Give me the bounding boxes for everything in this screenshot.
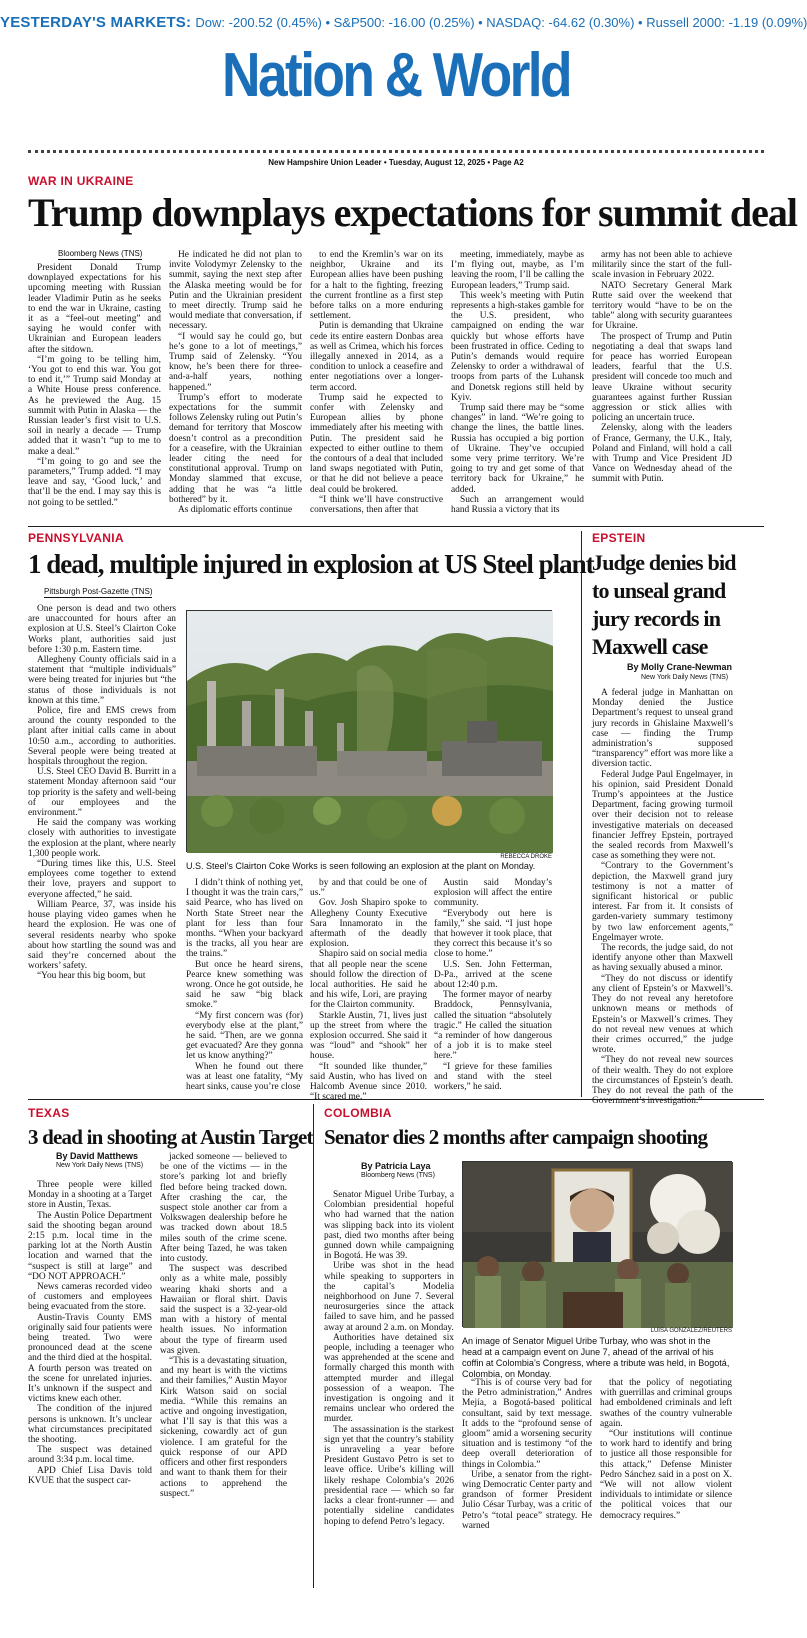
paragraph: As diplomatic efforts continue	[178, 505, 293, 516]
pennsylvania-column-4	[434, 878, 552, 1094]
paragraph: Zelensky, along with the leaders of France, Germany, the U.K., Italy, Poland and Finland, will hold a call with Trump and Vice President JD Vance on Wednesday ahead of the summit with Putin.	[592, 423, 732, 485]
paragraph: “Contrary to the Government’s depiction, the Maxwell grand jury testimony is not a matter of significant historical or public interest. Far from it. It consists of garden-variety summary testimony by two law enforcement agents,” Engelmayer wrote.	[592, 861, 733, 943]
paragraph: Trump said he expected to confer with Zelensky and European allies by phone immediately after his meeting with Putin. The president said he expected to either outline to them the contours of a deal that included land swaps negotiated with Putin, or that he did not believe a peace deal could be brokered.	[310, 392, 443, 495]
texas-headline: 3 dead in shooting at Austin Target	[28, 1125, 313, 1149]
paragraph: “This is of course very bad for the Petro administration,” Andres Mejía, a Bogotá-based political consultant, said by text message. It adds to the “profound sense of gloom” amid a worsening security situation and is testimony “of the deep overall deterioration of things in Colombia.”	[462, 1378, 592, 1470]
column-divider	[581, 531, 582, 1097]
paragraph: News cameras recorded video of customers and employees being evacuated from the store.	[28, 1282, 152, 1313]
paragraph: The condition of the injured persons is unknown. It’s unclear what circumstances precipitated the shooting.	[28, 1404, 152, 1446]
pennsylvania-kicker: PENNSYLVANIA	[28, 531, 124, 545]
paragraph: William Pearce, 37, was inside his house playing video games when he heard the explosion. He was one of several residents nearby who spoke about how startling the sound was and said they’re concerned about the workers’ safety.	[28, 899, 176, 972]
colombia-kicker: COLOMBIA	[324, 1106, 392, 1120]
paragraph: Austin said Monday’s explosion will affect the entire community.	[434, 878, 552, 909]
paragraph: Such an arrangement would hand Russia a victory that its	[451, 494, 584, 516]
paragraph: “You hear this big boom, but	[37, 971, 146, 982]
paragraph: Putin is demanding that Ukraine cede its entire eastern Donbas area as well as Crimea, which his forces illegally annexed in 2014, as a condition to unlock a ceasefire and enter negotiations over a longer-term accord.	[310, 321, 443, 393]
paragraph: Three people were killed Monday in a shooting at a Target store in Austin, Texas.	[28, 1180, 152, 1211]
pennsylvania-column-3	[310, 878, 427, 1103]
ukraine-column-5	[592, 250, 732, 523]
ukraine-kicker: WAR IN UKRAINE	[28, 174, 134, 188]
epstein-column	[592, 688, 733, 1107]
section-divider-2	[28, 1099, 764, 1100]
paragraph: U.S. Sen. John Fetterman, D-Pa., arrived at the scene about 12:40 p.m.	[434, 959, 552, 991]
pennsylvania-byline: Pittsburgh Post-Gazette (TNS)	[44, 587, 153, 596]
paragraph: He said the company was working closely with authorities to investigate the explosion at the plant, where nearly 1,300 people work.	[28, 818, 176, 859]
paragraph: The assassination is the starkest sign yet that the country’s stability is unraveling a year before President Gustavo Petro is set to leave office. Uribe’s killing will likely reshape Colombia’s 2026 presidential race — which so far lacks a clear front-runner — and potentially sideline candidates hoping to defend Petro’s legacy.	[324, 1424, 454, 1527]
colombia-column-3	[600, 1378, 732, 1588]
paragraph: Uribe, a senator from the right-wing Democratic Center party and grandson of former President Julio César Turbay, was a critic of Petro’s “total peace” strategy. He warned	[462, 1469, 592, 1531]
paragraph: by and that could be one of us.”	[310, 878, 427, 899]
texas-column-1	[28, 1180, 152, 1588]
texas-column-2	[160, 1152, 287, 1588]
colombia-byline: By Patricia Laya	[361, 1161, 431, 1171]
paragraph: Authorities have detained six people, including a teenager who was apprehended at the scene and formally charged this month with attempted murder and illegal possession of a weapon. The investigation is ongoing and it remains unclear who ordered the murder.	[324, 1332, 454, 1425]
paragraph: I didn’t think of nothing yet, I thought it was the train cars,” said Pearce, who has lived on North State Street near the plant for less than four months. “When your backyard is the tracks, all you hear are the trains.”	[186, 878, 303, 960]
markets-values: Dow: -200.52 (0.45%) • S&P500: -16.00 (0.25%) • NASDAQ: -64.62 (0.30%) • Russell 2000: -1.19 (0.09%)	[195, 15, 807, 30]
paragraph: Trump’s effort to moderate expectations for the summit follows Zelensky ruling out Putin’s demand for territory that Moscow doesn’t control as a precondition for a ceasefire, with the Ukrainian leader citing the need for constitutional approval. Trump on Monday slammed that excuse, adding that he was “a little bothered” by it.	[169, 392, 302, 505]
paragraph: “I’m going to be telling him, ‘You got to end this war. You got to end it,’” Trump said Monday at a White House press conference. As he previewed the Aug. 15 summit with Putin in Alaska — the Russian leader’s first visit to U.S. soil in nearly a decade — Trump added that it wasn’t “up to me to make a deal.”	[28, 354, 161, 457]
paragraph: “They do not reveal new sources of their wealth. They do not explore the circumstances of Epstein’s death. They do not reveal the path of the Government’s investigation.”	[592, 1055, 733, 1107]
paragraph: “Our institutions will continue to work hard to identify and bring to justice all those responsible for this attack,” Defense Minister Pedro Sánchez said in a post on X. “We will not allow violent individuals to intimidate or silence the political voices that our democracy requires.”	[600, 1429, 732, 1521]
texas-byline-source: New York Daily News (TNS)	[56, 1162, 144, 1169]
paragraph: Austin-Travis County EMS originally said four patients were being treated. Two were pronounced dead at the scene and the third died at the hospital. A fourth person was treated on the scene for unrelated injuries. It’s unknown if the suspect and victims knew each other.	[28, 1312, 152, 1405]
dateline: New Hampshire Union Leader • Tuesday, August 12, 2025 • Page A2	[268, 158, 524, 167]
paragraph: President Donald Trump downplayed expectations for his upcoming meeting with Russian leader Vladimir Putin as he seeks to end the war in Ukraine, casting it as a “feel-out meeting” and saying he would confer with Ukrainian and European leaders after the sitdown.	[28, 263, 161, 355]
paragraph: APD Chief Lisa Davis told KVUE that the suspect car-	[28, 1465, 152, 1486]
paragraph: When he found out there was at least one fatality, “My heart sinks, cause you’re close	[186, 1061, 303, 1093]
paragraph: Allegheny County officials said in a statement that “multiple individuals” were being treated for injuries but “the status of those individuals is not known at this time.”	[28, 655, 176, 706]
paragraph: “It sounded like thunder,” said Austin, who has lived on Halcomb Avenue since 2010. “It scared me.”	[310, 1061, 427, 1103]
senator-tribute-image	[463, 1162, 733, 1328]
paragraph: “I’m going to go and see the parameters,” Trump added. “I may leave and say, ‘Good luck,’ and that’ll be the end. I may say this is not going to be settled.”	[28, 456, 161, 508]
paragraph: The Austin Police Department said the shooting began around 2:15 p.m. local time in the parking lot at the North Austin location and warned that the “suspect is still at large” and “DO NOT APPROACH.”	[28, 1210, 152, 1282]
pennsylvania-column-1	[28, 604, 176, 1094]
pennsylvania-headline: 1 dead, multiple injured in explosion at US Steel plant	[28, 549, 594, 579]
paragraph: He indicated he did not plan to invite Volodymyr Zelensky to the summit, saying the next step after the Alaska meeting would be for Putin and the Ukrainian president to meet directly. Trump said he would mediate that conversation, if necessary.	[169, 250, 302, 332]
paragraph: The former mayor of nearby Braddock, Pennsylvania, called the situation “absolutely tragic.” He called the situation “a reminder of how dangerous of a job it is to make steel here.”	[434, 990, 552, 1062]
ukraine-column-2	[169, 250, 302, 523]
epstein-byline-source: New York Daily News (TNS)	[641, 674, 729, 681]
ukraine-column-3	[310, 250, 443, 523]
paragraph: meeting, immediately, maybe as I’m flying out, maybe, as I’m leaving the room, I’ll be calling the European leaders,” Trump said.	[451, 250, 584, 291]
epstein-byline: By Molly Crane-Newman	[627, 662, 733, 672]
steel-plant-image	[187, 611, 553, 853]
paragraph: “I would say he could go, but he’s gone to a lot of meetings,” Trump said of Zelensky. “You know, he’s been there for three-and-a-half years, nothing happened.”	[169, 331, 302, 393]
paragraph: NATO Secretary General Mark Rutte said over the weekend that territory would “have to be on the table” along with security guarantees for Ukraine.	[592, 280, 732, 332]
paragraph: that the policy of negotiating with guerrillas and criminal groups had emboldened criminals and left swathes of the country vulnerable again.	[600, 1378, 732, 1429]
column-divider-2	[313, 1104, 314, 1588]
paragraph: Federal Judge Paul Engelmayer, in his opinion, said President Donald Trump’s appointees at the Justice Department, facing growing turmoil over their decision not to release investigative materials on deceased financier Jeffrey Epstein, portrayed the sealed records from Maxwell’s case as something they were not.	[592, 769, 733, 862]
texas-byline: By David Matthews	[56, 1151, 139, 1161]
paragraph: Trump said there may be “some changes” in land. “We’re going to change the lines, the battle lines. Russia has occupied a big portion of Ukraine. They’ve occupied some very prime territory. We’re going to try and get some of that territory back for Ukraine,” he added.	[451, 403, 584, 495]
paragraph: Uribe was shot in the head while speaking to supporters in the capital’s Modelia neighborhood on June 7. Several neurosurgeries since the attack failed to save him, and he passed away at around 2 a.m. on Monday.	[324, 1261, 454, 1333]
paragraph: The suspect was described only as a white male, possibly wearing khaki shorts and a Hawaiian or floral shirt. Davis said the suspect is a 32-year-old man with a history of mental health issues. No information about the type of firearm used was given.	[160, 1264, 287, 1356]
paragraph: This week’s meeting with Putin represents a high-stakes gamble for the U.S. president, who campaigned on ending the war quickly but whose efforts have been frustrated in office. Ceding to Putin’s demands would require Zelensky to order a withdrawal of troops from parts of the Luhansk and Donetsk regions still held by Kyiv.	[451, 290, 584, 403]
paragraph: jacked someone — believed to be one of the victims — in the store’s parking lot and briefly fled before being tracked down. After crashing the car, the suspect stole another car from a Volkswagen dealership before he was tracked down about 18.5 miles south of the crime scene. After being Tazed, he was taken into custody.	[160, 1152, 287, 1265]
colombia-column-1	[324, 1190, 454, 1588]
ukraine-byline: Bloomberg News (TNS)	[58, 249, 143, 258]
ukraine-column-4	[451, 250, 584, 523]
masthead-divider	[28, 150, 764, 153]
markets-label: YESTERDAY'S MARKETS:	[0, 14, 192, 31]
senator-tribute-photo	[462, 1161, 732, 1327]
paragraph: “I grieve for these families and stand with the steel workers,” he said.	[434, 1061, 552, 1093]
paragraph: The records, the judge said, do not identify anyone other than Maxwell as having sexually abused a minor.	[592, 943, 733, 974]
colombia-photo-caption: An image of Senator Miguel Uribe Turbay, who was shot in the head at a campaign event on June 7, ahead of the arrival of his coffin at Colombia’s Congress, where a tribute was held, in Bogotá, Colombia, on Monday.	[462, 1336, 730, 1379]
ukraine-column-1	[28, 263, 161, 523]
paragraph: “This is a devastating situation, and my heart is with the victims and their families,” Austin Mayor Kirk Watson said on social media. “While this remains an active and ongoing investigation, what I’ll say is that this was a sickening, cowardly act of gun violence. I am grateful for the quick response of our APD officers and other first responders and want to thank them for their actions to apprehend the suspect.”	[160, 1356, 287, 1499]
ukraine-headline: Trump downplays expectations for summit deal	[28, 190, 798, 235]
paragraph: Starkle Austin, 71, lives just up the street from where the explosion occurred. She said it was “loud” and “shook” her house.	[310, 1010, 427, 1062]
paragraph: to end the Kremlin’s war on its neighbor, Ukraine and its European allies have been pushing for a halt to the fighting, freezing the current frontline as a first step before talks on a more enduring settlement.	[310, 250, 443, 322]
paragraph: “I think we’ll have constructive conversations, then after that	[310, 494, 443, 516]
paragraph: “During times like this, U.S. Steel employees come together to extend their love, prayers and support to everyone affected,” he said.	[28, 859, 176, 900]
colombia-photo-credit: LUISA GONZALEZ/REUTERS	[650, 1328, 732, 1334]
paragraph: U.S. Steel CEO David B. Burritt in a statement Monday afternoon said “our top priority is the safety and well-being of our employees and the environment.”	[28, 767, 176, 819]
paragraph: Senator Miguel Uribe Turbay, a Colombian presidential hopeful who had warned that the nation was slipping back into its violent past, died two months after being gunned down while campaigning in Bogotá. He was 39.	[324, 1190, 454, 1262]
pennsylvania-photo-credit: REBECCA DROKE	[500, 854, 552, 860]
paragraph: Police, fire and EMS crews from around the county responded to the plant after initial calls came in about 10:50 a.m., according to authorities. Several people were being treated at hospitals throughout the region.	[28, 706, 176, 768]
paragraph: One person is dead and two others are unaccounted for hours after an explosion at U.S. Steel’s Clairton Coke Works plant, authorities said just before 1:30 p.m. Eastern time.	[28, 604, 176, 655]
epstein-kicker: EPSTEIN	[592, 531, 646, 545]
colombia-column-2	[462, 1378, 592, 1588]
paragraph: Gov. Josh Shapiro spoke to Allegheny County Executive Sara Innamorato in the aftermath of the deadly explosion.	[310, 898, 427, 950]
section-title: Nation & World	[222, 41, 570, 110]
paragraph: “My first concern was (for) everybody else at the plant,” he said. “Then, are we gonna get evacuated? Are they gonna let us know anything?”	[186, 1010, 303, 1062]
colombia-headline: Senator dies 2 months after campaign shooting	[324, 1125, 708, 1149]
epstein-headline: Judge denies bid to unseal grand jury records in Maxwell case	[592, 550, 736, 659]
texas-kicker: TEXAS	[28, 1106, 70, 1120]
paragraph: “Everybody out here is family,” she said. “I just hope that however it took place, that they correct this because it’s so close to home.”	[434, 908, 552, 960]
paragraph: But once he heard sirens, Pearce knew something was wrong. Once he got outside, he said he saw “big black smoke.”	[186, 959, 303, 1011]
paragraph: Shapiro said on social media that all people near the scene should follow the direction of local authorities. He said he and his wife, Lori, are praying for the Clairton community.	[310, 949, 427, 1011]
section-divider	[28, 526, 764, 527]
paragraph: “They do not discuss or identify any client of Epstein’s or Maxwell’s. They do not reveal any heretofore unknown means or methods of Epstein’s or Maxwell’s crimes. They do not reveal new venues at which their crimes occurred,” the judge wrote.	[592, 973, 733, 1056]
paragraph: A federal judge in Manhattan on Monday denied the Justice Department’s request to unseal grand jury records in Ghislaine Maxwell’s case — finding the Trump administration’s supposed “transparency” effort was more like a diversion tactic.	[592, 688, 733, 770]
paragraph: The prospect of Trump and Putin negotiating a deal that swaps land for peace has worried European leaders, fearful that the U.S. president will concede too much and leave Ukraine without security guarantees against further Russian aggression or stick allies with policing an uncertain truce.	[592, 331, 732, 424]
paragraph: army has not been able to achieve militarily since the start of the full-scale invasion in February 2022.	[592, 250, 732, 281]
markets-ticker	[0, 14, 807, 31]
colombia-byline-source: Bloomberg News (TNS)	[361, 1172, 435, 1179]
pennsylvania-column-2	[186, 878, 303, 1094]
steel-plant-photo	[186, 610, 552, 852]
pennsylvania-photo-caption: U.S. Steel’s Clairton Coke Works is seen following an explosion at the plant on Monday.	[186, 861, 536, 871]
paragraph: The suspect was detained around 3:34 p.m. local time.	[28, 1445, 152, 1466]
